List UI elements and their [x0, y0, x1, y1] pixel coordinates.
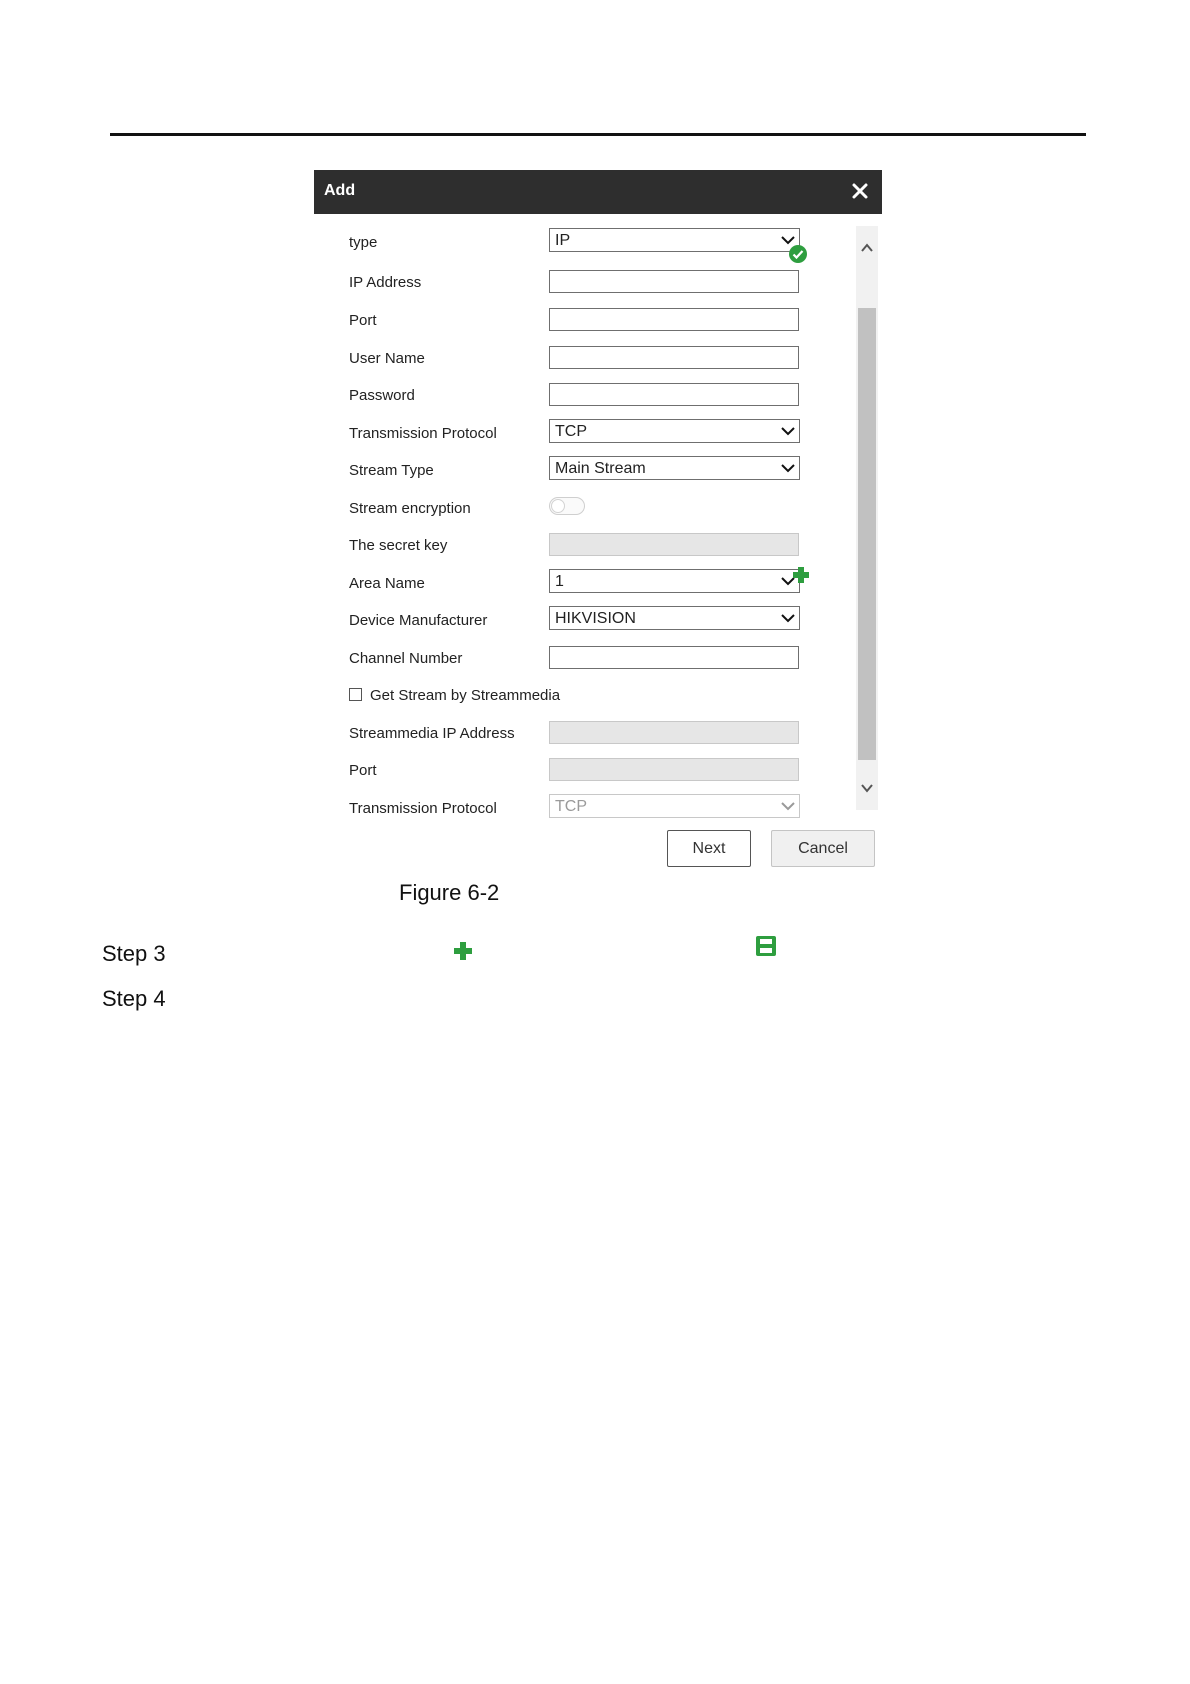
add-device-dialog [314, 170, 882, 870]
stream-type-value: Main Stream [555, 460, 646, 477]
next-button[interactable]: Next [667, 830, 751, 867]
step-3-label: Step 3 [102, 941, 166, 966]
row-user-name [349, 346, 839, 372]
row-password [349, 383, 839, 409]
device-manufacturer-select[interactable] [549, 606, 800, 630]
streammedia-ip-label: Streammedia IP Address [349, 725, 515, 742]
area-name-value: 1 [555, 573, 564, 590]
streammedia-port-label: Port [349, 762, 377, 779]
dialog-title: Add [324, 182, 356, 199]
transmission-protocol-label: Transmission Protocol [349, 425, 497, 442]
area-name-select[interactable] [549, 569, 800, 593]
type-value: IP [555, 232, 571, 249]
close-icon[interactable] [848, 179, 872, 203]
secret-key-input [549, 533, 799, 556]
row-port [349, 308, 839, 334]
channel-number-input[interactable] [549, 646, 799, 669]
channel-number-label: Channel Number [349, 650, 463, 667]
device-manufacturer-label: Device Manufacturer [349, 612, 488, 629]
row-ip-address [349, 270, 839, 296]
password-input[interactable] [549, 383, 799, 406]
secret-key-label: The secret key [349, 537, 448, 554]
stream-type-label: Stream Type [349, 462, 434, 479]
header-rule [110, 133, 1086, 136]
type-select[interactable] [549, 228, 800, 252]
stream-encryption-toggle[interactable] [549, 497, 585, 515]
streammedia-protocol-value: TCP [555, 798, 587, 815]
chevron-down-icon [780, 462, 796, 474]
check-circle-icon [788, 244, 808, 264]
type-label: type [349, 234, 378, 251]
row-transmission-protocol [349, 421, 839, 447]
row-secret-key [349, 533, 839, 559]
get-stream-label: Get Stream by Streammedia [370, 687, 561, 704]
transmission-protocol-value: TCP [555, 423, 587, 440]
transmission-protocol-select[interactable] [549, 419, 800, 443]
user-name-label: User Name [349, 350, 425, 367]
streammedia-protocol-select [549, 794, 800, 818]
scrollbar-thumb[interactable] [858, 308, 876, 760]
stream-encryption-label: Stream encryption [349, 500, 471, 517]
password-label: Password [349, 387, 415, 404]
streammedia-protocol-label: Transmission Protocol [349, 800, 497, 817]
port-label: Port [349, 312, 377, 329]
chevron-down-icon [780, 425, 796, 437]
chevron-up-icon[interactable] [860, 242, 874, 254]
cancel-button[interactable]: Cancel [771, 830, 875, 867]
streammedia-ip-input [549, 721, 799, 744]
chevron-down-icon [780, 612, 796, 624]
dialog-titlebar [314, 170, 882, 214]
row-device-manufacturer [349, 608, 839, 634]
streammedia-port-input [549, 758, 799, 781]
row-stream-encryption [349, 496, 839, 522]
row-streammedia-protocol [349, 796, 839, 822]
row-area-name [349, 571, 839, 597]
stream-type-select[interactable] [549, 456, 800, 480]
row-stream-type [349, 458, 839, 484]
user-name-input[interactable] [549, 346, 799, 369]
device-manufacturer-value: HIKVISION [555, 610, 636, 627]
row-streammedia-ip [349, 721, 839, 747]
port-input[interactable] [549, 308, 799, 331]
toggle-knob [551, 499, 565, 513]
figure-caption: Figure 6-2 [399, 880, 500, 905]
get-stream-checkbox[interactable] [349, 688, 362, 701]
row-get-stream [349, 683, 839, 709]
chevron-down-icon [780, 800, 796, 812]
row-streammedia-port [349, 758, 839, 784]
area-name-label: Area Name [349, 575, 425, 592]
save-icon [754, 934, 778, 958]
chevron-down-icon[interactable] [860, 782, 874, 794]
row-type [349, 230, 839, 256]
step-4-label: Step 4 [102, 986, 166, 1011]
ip-address-input[interactable] [549, 270, 799, 293]
add-area-plus-icon[interactable] [791, 565, 811, 585]
ip-address-label: IP Address [349, 274, 422, 291]
plus-icon [452, 940, 474, 962]
row-channel-number [349, 646, 839, 672]
